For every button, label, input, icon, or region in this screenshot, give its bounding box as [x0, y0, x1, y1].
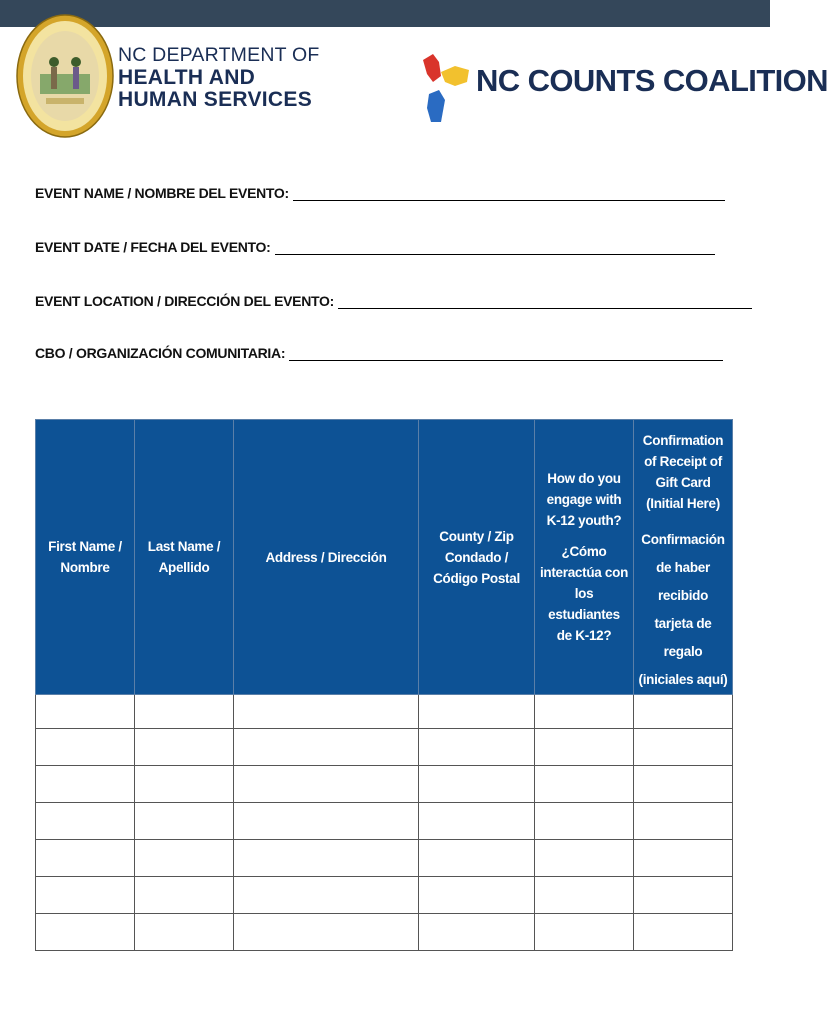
table-cell[interactable] — [535, 840, 634, 877]
table-cell[interactable] — [36, 914, 135, 951]
table-row — [36, 840, 733, 877]
top-bar — [0, 0, 770, 27]
table-cell[interactable] — [535, 914, 634, 951]
table-cell[interactable] — [234, 914, 419, 951]
event-name-label: EVENT NAME / NOMBRE DEL EVENTO: — [35, 185, 289, 201]
table-cell[interactable] — [535, 877, 634, 914]
table-cell[interactable] — [234, 803, 419, 840]
table-cell[interactable] — [535, 803, 634, 840]
nc-state-seal-logo — [16, 14, 114, 138]
cbo-label: CBO / ORGANIZACIÓN COMUNITARIA: — [35, 345, 286, 361]
table-cell[interactable] — [234, 840, 419, 877]
table-cell[interactable] — [535, 729, 634, 766]
sign-in-table — [35, 419, 733, 951]
table-cell[interactable] — [36, 877, 135, 914]
col-header-address: Address / Dirección — [234, 420, 419, 695]
table-cell[interactable] — [535, 695, 634, 729]
table-row — [36, 803, 733, 840]
event-location-field[interactable] — [35, 293, 752, 309]
event-location-label: EVENT LOCATION / DIRECCIÓN DEL EVENTO: — [35, 293, 334, 309]
table-cell[interactable] — [135, 729, 234, 766]
table-cell[interactable] — [419, 840, 535, 877]
dhhs-logo-line1: NC DEPARTMENT OF — [118, 44, 320, 66]
table-cell[interactable] — [419, 803, 535, 840]
table-header-row — [36, 420, 733, 695]
table-cell[interactable] — [419, 877, 535, 914]
table-cell[interactable] — [634, 877, 733, 914]
table-cell[interactable] — [36, 729, 135, 766]
dhhs-logo — [118, 46, 319, 110]
table-row — [36, 729, 733, 766]
table-cell[interactable] — [135, 914, 234, 951]
col-header-last-name: Last Name / Apellido — [135, 420, 234, 695]
table-cell[interactable] — [135, 766, 234, 803]
table-cell[interactable] — [634, 729, 733, 766]
table-cell[interactable] — [634, 803, 733, 840]
event-location-line[interactable] — [338, 294, 752, 309]
event-name-line[interactable] — [293, 186, 725, 201]
table-cell[interactable] — [36, 803, 135, 840]
table-cell[interactable] — [135, 840, 234, 877]
dhhs-logo-line3: HUMAN SERVICES — [118, 87, 313, 111]
event-date-field[interactable] — [35, 239, 715, 255]
table-cell[interactable] — [36, 840, 135, 877]
event-date-line[interactable] — [275, 240, 715, 255]
event-date-label: EVENT DATE / FECHA DEL EVENTO: — [35, 239, 271, 255]
col-header-county-zip: County / Zip Condado / Código Postal — [419, 420, 535, 695]
cbo-field[interactable] — [35, 345, 723, 361]
table-cell[interactable] — [135, 695, 234, 729]
table-row — [36, 914, 733, 951]
col-header-first-name: First Name / Nombre — [36, 420, 135, 695]
table-cell[interactable] — [419, 914, 535, 951]
table-cell[interactable] — [535, 766, 634, 803]
table-row — [36, 877, 733, 914]
table-cell[interactable] — [419, 695, 535, 729]
table-cell[interactable] — [135, 803, 234, 840]
hands-icon — [419, 52, 471, 124]
col-header-gift-card-confirmation: Confirmation of Receipt of Gift Card (Initial Here) Confirmación de haber recibido tarjeta de regalo (iniciales aquí) — [634, 420, 733, 695]
table-cell[interactable] — [234, 877, 419, 914]
table-cell[interactable] — [234, 766, 419, 803]
table-cell[interactable] — [634, 914, 733, 951]
table-cell[interactable] — [36, 695, 135, 729]
table-cell[interactable] — [634, 766, 733, 803]
table-row — [36, 766, 733, 803]
table-cell[interactable] — [419, 766, 535, 803]
table-cell[interactable] — [234, 695, 419, 729]
nc-counts-coalition-logo: NC COUNTS COALITION — [476, 63, 828, 98]
table-row — [36, 695, 733, 729]
dhhs-logo-line2: HEALTH AND — [118, 65, 256, 89]
table-cell[interactable] — [234, 729, 419, 766]
table-cell[interactable] — [419, 729, 535, 766]
table-cell[interactable] — [634, 695, 733, 729]
cbo-line[interactable] — [289, 346, 723, 361]
table-cell[interactable] — [36, 766, 135, 803]
table-cell[interactable] — [634, 840, 733, 877]
table-cell[interactable] — [135, 877, 234, 914]
col-header-k12-engagement: How do you engage with K-12 youth? ¿Cómo interactúa con los estudiantes de K-12? — [535, 420, 634, 695]
event-name-field[interactable] — [35, 185, 725, 201]
